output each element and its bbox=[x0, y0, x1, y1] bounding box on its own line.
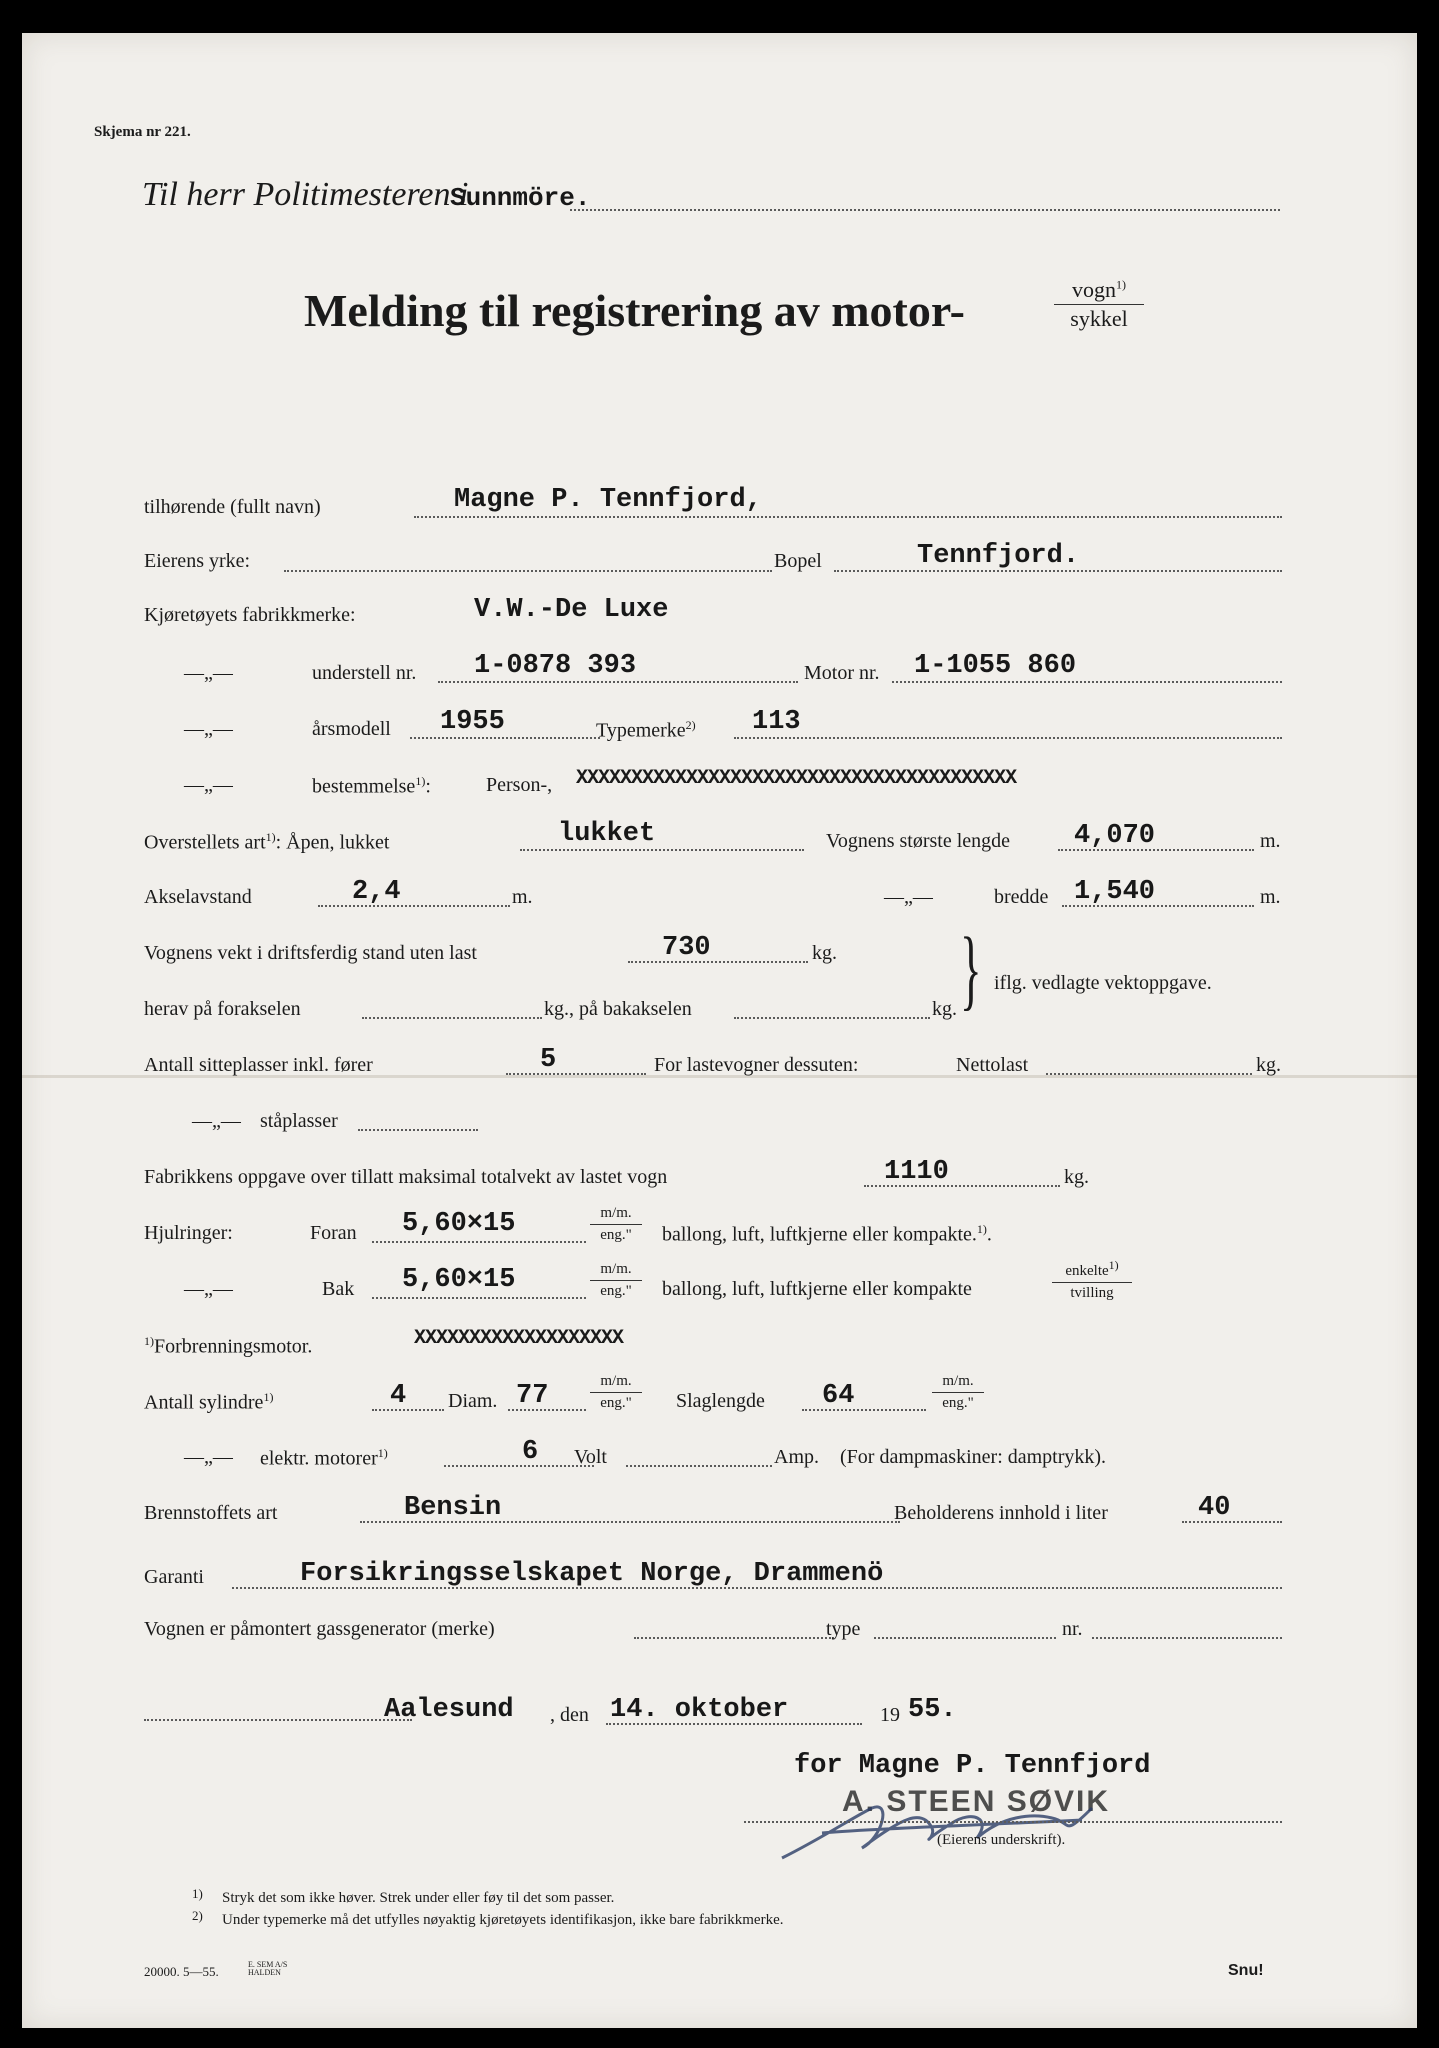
net-load-unit: kg. bbox=[1256, 1054, 1281, 1076]
front-tires-label: Foran bbox=[310, 1222, 357, 1244]
stroke-value: 64 bbox=[822, 1381, 855, 1411]
purpose-value: Person-, bbox=[486, 774, 553, 796]
wheelbase-unit: m. bbox=[512, 886, 533, 908]
weight-brace: } bbox=[960, 920, 982, 1019]
signature-stamp: A. STEEN SØVIK bbox=[842, 1785, 1111, 1818]
electric-label: elektr. motorer$^{1)}$ bbox=[260, 1446, 388, 1470]
combustion-label: $^{1)}$Forbrenningsmotor. bbox=[144, 1334, 313, 1358]
printer-info: E. SEM A/S HALDEN bbox=[248, 1960, 288, 1977]
title-fraction: vogn$^{1)}$ sykkel bbox=[1054, 278, 1144, 331]
model-year-label: årsmodell bbox=[312, 718, 391, 740]
owner-value: Magne P. Tennfjord, bbox=[454, 485, 762, 515]
stroke-unit: m/m. eng." bbox=[932, 1373, 984, 1411]
diam-label: Diam. bbox=[448, 1390, 498, 1412]
weight-label: Vognens vekt i driftsferdig stand uten last bbox=[144, 942, 477, 964]
handwritten-signature bbox=[762, 1778, 1142, 1878]
front-tires-types: ballong, luft, luftkjerne eller kompakte.$^{1)}$. bbox=[662, 1222, 992, 1246]
standing-label: ståplasser bbox=[260, 1110, 338, 1132]
schema-number: Skjema nr 221. bbox=[94, 124, 191, 140]
engine-label: Motor nr. bbox=[804, 662, 880, 684]
gas-generator-label: Vognen er påmontert gassgenerator (merke) bbox=[144, 1618, 495, 1640]
tank-value: 40 bbox=[1198, 1493, 1231, 1523]
guarantee-label: Garanti bbox=[144, 1566, 204, 1588]
volt-value: 6 bbox=[522, 1437, 539, 1467]
form-sheet bbox=[22, 33, 1417, 2028]
date-den: , den bbox=[550, 1704, 589, 1726]
gas-nr-label: nr. bbox=[1062, 1618, 1083, 1640]
rear-axle-label: kg., på bakakselen bbox=[544, 998, 692, 1020]
wheelbase-value: 2,4 bbox=[352, 877, 401, 907]
guarantee-value: Forsikringsselskapet Norge, Drammenö bbox=[300, 1559, 884, 1589]
footnote-1-mark: 1) bbox=[192, 1886, 203, 1901]
cylinders-label: Antall sylindre$^{1)}$ bbox=[144, 1390, 274, 1414]
front-axle-label: herav på forakselen bbox=[144, 998, 301, 1020]
body-value: lukket bbox=[558, 819, 656, 849]
stroke-label: Slaglengde bbox=[676, 1390, 765, 1412]
fuel-label: Brennstoffets art bbox=[144, 1502, 278, 1524]
footnote-1: Stryk det som ikke høver. Strek under eller føy til det som passer. bbox=[222, 1890, 615, 1906]
width-unit: m. bbox=[1260, 886, 1281, 908]
steam-label: (For dampmaskiner: damptrykk). bbox=[840, 1446, 1107, 1468]
max-weight-value: 1110 bbox=[884, 1157, 949, 1187]
turn-over-text: Snu! bbox=[1228, 1962, 1264, 1979]
rear-tires-types: ballong, luft, luftkjerne eller kompakte bbox=[662, 1278, 972, 1300]
seats-label: Antall sitteplasser inkl. fører bbox=[144, 1054, 373, 1076]
addressee-value: Sunnmöre. bbox=[450, 183, 591, 213]
wheelbase-label: Akselavstand bbox=[144, 886, 252, 908]
fuel-value: Bensin bbox=[404, 1493, 502, 1523]
seats-value: 5 bbox=[540, 1045, 557, 1075]
cylinders-value: 4 bbox=[390, 1381, 407, 1411]
body-label: Overstellets art$^{1)}$: Åpen, lukket bbox=[144, 830, 390, 854]
purpose-struck-text: XXXXXXXXXXXXXXXXXXXXXXXXXXXXXXXXXXXXXXXX bbox=[576, 767, 1017, 790]
rear-axle-unit: kg. bbox=[932, 998, 957, 1020]
date-value: 14. oktober bbox=[610, 1695, 789, 1725]
signature-caption: (Eierens underskrift). bbox=[937, 1832, 1066, 1848]
engine-value: 1-1055 860 bbox=[914, 651, 1077, 681]
residence-label: Bopel bbox=[774, 550, 822, 572]
length-unit: m. bbox=[1260, 830, 1281, 852]
trucks-label: For lastevogner dessuten: bbox=[654, 1054, 859, 1076]
weight-value: 730 bbox=[662, 933, 711, 963]
footnote-2: Under typemerke må det utfylles nøyaktig kjøretøyets identifikasjon, ikke bare fabrikkmerke. bbox=[222, 1912, 784, 1928]
weight-unit: kg. bbox=[812, 942, 837, 964]
width-label: bredde bbox=[994, 886, 1049, 908]
ditto-4: —„— bbox=[884, 886, 933, 908]
chassis-label: understell nr. bbox=[312, 662, 417, 684]
width-value: 1,540 bbox=[1074, 877, 1156, 907]
ditto-6: —„— bbox=[184, 1278, 233, 1300]
purpose-label: bestemmelse$^{1)}$: bbox=[312, 774, 431, 798]
year-prefix: 19 bbox=[880, 1704, 900, 1726]
chassis-value: 1-0878 393 bbox=[474, 651, 637, 681]
length-value: 4,070 bbox=[1074, 821, 1156, 851]
combustion-struck-text: XXXXXXXXXXXXXXXXXXX bbox=[414, 1327, 624, 1350]
rear-tires-unit: m/m. eng." bbox=[590, 1261, 642, 1299]
tank-label: Beholderens innhold i liter bbox=[894, 1502, 1108, 1524]
front-tires-value: 5,60×15 bbox=[402, 1209, 516, 1239]
year-suffix: 55. bbox=[908, 1695, 957, 1725]
diam-unit: m/m. eng." bbox=[590, 1373, 642, 1411]
footnote-2-mark: 2) bbox=[192, 1908, 203, 1923]
weight-note: iflg. vedlagte vektoppgave. bbox=[994, 972, 1212, 994]
make-value: V.W.-De Luxe bbox=[474, 595, 669, 625]
gas-type-label: type bbox=[826, 1618, 861, 1640]
ditto-5: —„— bbox=[192, 1110, 241, 1132]
ditto-3: —„— bbox=[184, 774, 233, 796]
ditto-7: —„— bbox=[184, 1446, 233, 1468]
residence-value: Tennfjord. bbox=[917, 541, 1080, 571]
diam-value: 77 bbox=[516, 1381, 549, 1411]
ditto-2: —„— bbox=[184, 718, 233, 740]
max-weight-label: Fabrikkens oppgave over tillatt maksimal totalvekt av lastet vogn bbox=[144, 1166, 668, 1188]
amp-label: Amp. bbox=[774, 1446, 819, 1468]
for-owner-text: for Magne P. Tennfjord bbox=[794, 1751, 1151, 1781]
type-label: Typemerke$^{2)}$ bbox=[596, 718, 696, 742]
type-value: 113 bbox=[752, 707, 801, 737]
model-year-value: 1955 bbox=[440, 707, 505, 737]
occupation-label: Eierens yrke: bbox=[144, 550, 251, 572]
net-load-label: Nettolast bbox=[956, 1054, 1029, 1076]
single-twin-fraction: enkelte$^{1)}$ tvilling bbox=[1052, 1259, 1132, 1301]
front-tires-unit: m/m. eng." bbox=[590, 1205, 642, 1243]
make-label: Kjøretøyets fabrikkmerke: bbox=[144, 604, 356, 626]
volt-label: Volt bbox=[574, 1446, 607, 1468]
print-info: 20000. 5—55. bbox=[144, 1964, 219, 1979]
addressee-label: Til herr Politimesteren i bbox=[142, 176, 469, 213]
length-label: Vognens største lengde bbox=[826, 830, 1011, 852]
max-weight-unit: kg. bbox=[1064, 1166, 1089, 1188]
rear-tires-value: 5,60×15 bbox=[402, 1265, 516, 1295]
title-sykkel: sykkel bbox=[1070, 306, 1128, 332]
rear-tires-label: Bak bbox=[322, 1278, 355, 1300]
tires-label: Hjulringer: bbox=[144, 1222, 233, 1244]
place-value: Aalesund bbox=[384, 1695, 514, 1725]
owner-label: tilhørende (fullt navn) bbox=[144, 496, 321, 518]
title-vogn: vogn bbox=[1072, 277, 1116, 302]
form-title: Melding til registrering av motor- bbox=[304, 285, 965, 336]
ditto-1: —„— bbox=[184, 662, 233, 684]
